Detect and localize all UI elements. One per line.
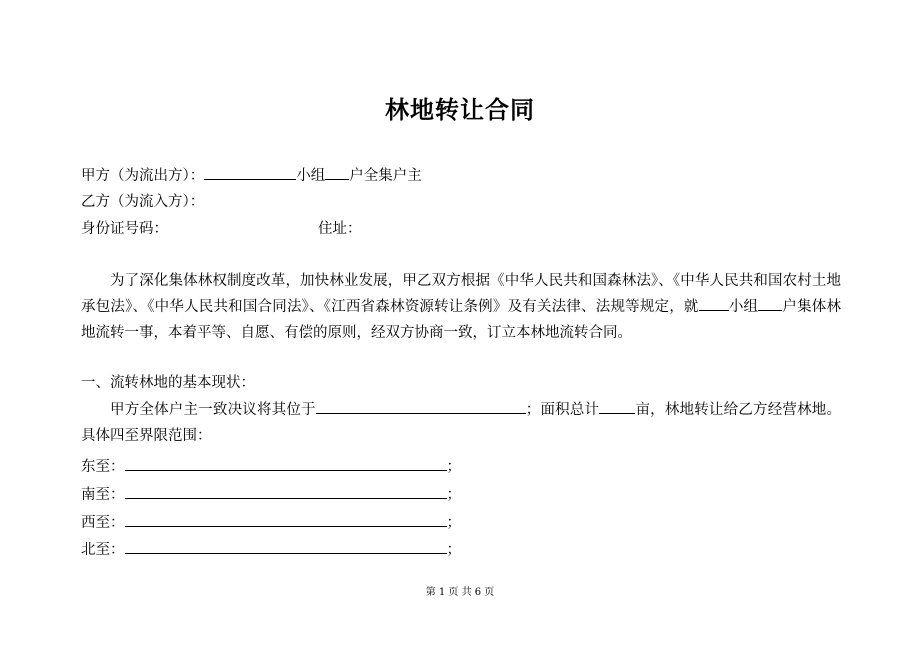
intro-blank-1[interactable] [699,296,729,311]
boundary-south-blank[interactable] [125,484,447,499]
party-b-row [81,192,204,212]
area-blank[interactable] [599,399,635,414]
boundary-north [81,539,461,560]
party-b-label: 乙方（为流入方）： [81,194,205,210]
boundary-end: ； [446,515,461,531]
party-a-blank[interactable] [204,165,296,180]
party-a-row [81,165,422,186]
boundary-end: ； [446,542,461,558]
party-a-group: 小组 [296,168,326,184]
location-blank[interactable] [316,399,526,414]
boundary-end: ； [446,459,461,475]
section1-text-1: 甲方全体户主一致决议将其位于 [110,402,316,418]
intro-text-2: 小组 [728,299,759,315]
id-label: 身份证号码： [81,221,168,237]
boundary-east [81,456,461,477]
section1-text-3: 亩，林地转让给乙方经营林地。具体四至界限范围： [81,402,842,444]
boundary-west [81,512,461,533]
boundary-label: 西至： [81,515,125,531]
document-title: 林地转让合同 [385,96,535,124]
boundary-north-blank[interactable] [125,539,447,554]
boundary-label: 南至： [81,487,125,503]
id-row [81,219,362,239]
party-a-label: 甲方（为流出方）： [81,168,205,184]
boundary-west-blank[interactable] [125,512,447,527]
section1-text-2: ；面积总计 [525,402,600,418]
intro-text-3: 户集体林地流转一事，本着平等、自愿、有偿的原则，经双方协商一致，订立本林地流转合同。 [81,299,842,341]
boundary-east-blank[interactable] [125,456,447,471]
intro-paragraph [81,268,841,346]
party-a-household: 户全集户主 [349,168,422,184]
section1-paragraph [81,397,841,449]
boundary-label: 东至： [81,459,125,475]
party-a-group-blank[interactable] [325,165,349,180]
section1-heading: 一、流转林地的基本现状： [81,375,255,391]
page-footer: 第 1 页 共 6 页 [425,587,495,598]
boundary-end: ； [446,487,461,503]
intro-blank-2[interactable] [758,296,782,311]
boundary-label: 北至： [81,542,125,558]
address-label: 住址： [318,221,362,237]
intro-text-1: 为了深化集体林权制度改革，加快林业发展，甲乙双方根据《中华人民共和国森林法》、《中华人民共和国农村土地承包法》、《中华人民共和国合同法》、《江西省森林资源转让条例》及有关法律、法规等规定，就 [81,273,841,315]
boundary-south [81,484,461,505]
